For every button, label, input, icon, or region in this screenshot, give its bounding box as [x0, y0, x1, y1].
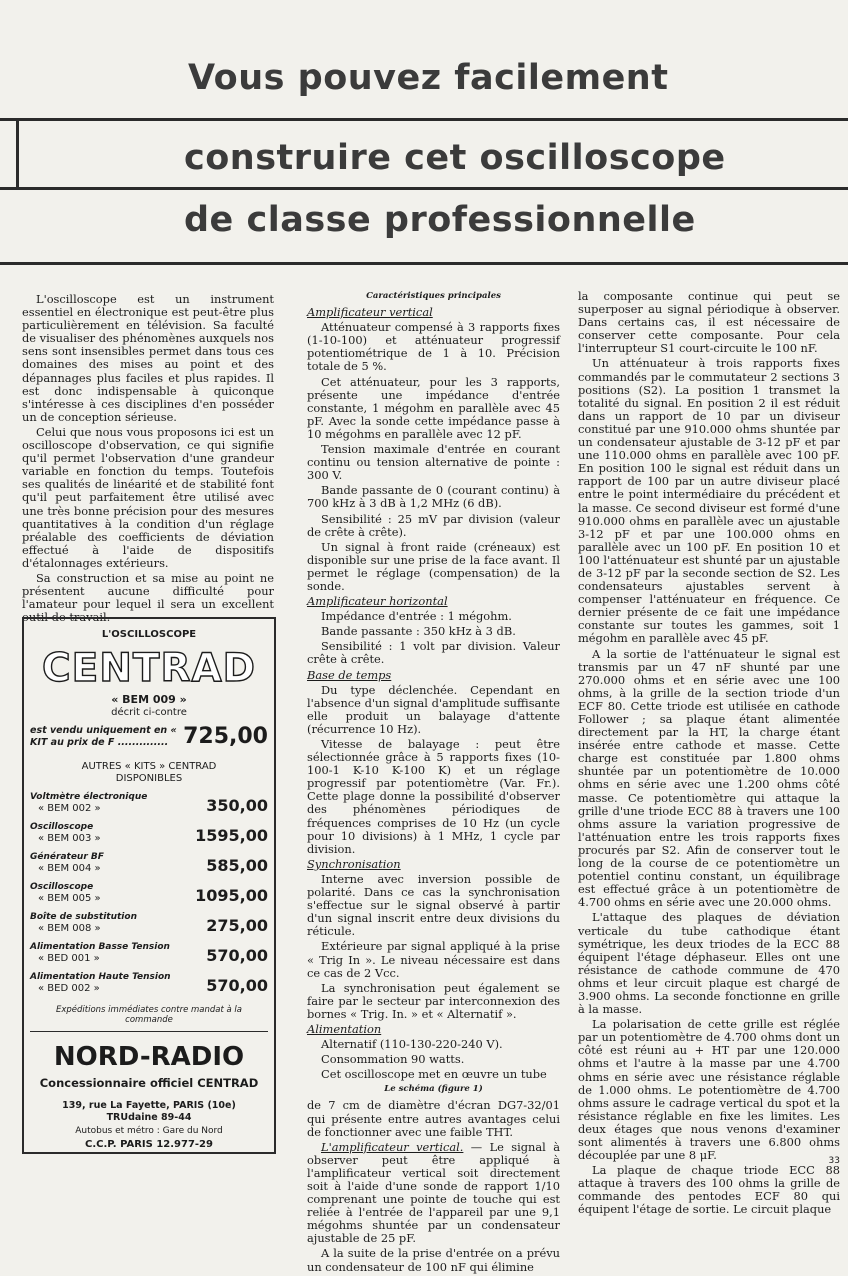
kit-name: Boîte de substitution — [30, 912, 137, 922]
kit-price: 350,00 — [206, 796, 268, 815]
paragraph: Alternatif (110-130-220-240 V). — [321, 1037, 503, 1052]
kit-code: « BEM 008 » — [38, 923, 101, 934]
kit-item — [30, 939, 268, 965]
kit-item — [30, 969, 268, 995]
paragraph: A la sortie de l'atténuateur le signal est transmis par un 47 nF shunté par une 270.000 ohms et en série avec une 100 ohms, à la grille de la section triode d'un ECF 80. Cette triode est utilisée en cathode Follower ; sa plaque étant alimentée directement par la HT, la charge étant insérée entre cathode et masse. Cette charge est constituée par 1.800 ohms shuntée par un potentiomètre de 10.000 ohms en série avec une 1.200 ohms côté masse. Ce potentiomètre qui attaque la grille d'une triode ECC 88 à travers une 100 ohms assure la variation progressive de l'atténuation entre les trois rapports fixes procurés par S2. Afin de conserver tout le long de la course de ce potentiomètre un potentiel continu constant, un équilibrage est effectué grâce à un potentiomètre de 4.700 ohms en série avec une 20.000 ohms. — [578, 646, 840, 910]
paragraph: de 7 cm de diamètre d'écran DG7-32/01 qui présente entre autres avantages celui de fonctionner avec une faible THT. — [307, 1098, 560, 1139]
shop-phone: TRUdaine 89-44 — [106, 1112, 192, 1123]
ad-described: décrit ci-contre — [111, 707, 187, 718]
paragraph: la composante continue qui peut se superposer au signal périodique à observer. Dans certains cas, il est nécessaire de conserver cette composante. Pour cela l'interrupteur S1 court-circuite le 100 nF. — [578, 289, 840, 356]
paragraph: Consommation 90 watts. — [321, 1052, 465, 1067]
paragraph: Interne avec inversion possible de polarité. Dans ce cas la synchronisation s'effectue sur le signal observé à partir d'un signal inscrit entre deux divisions du réticule. — [307, 871, 560, 939]
kit-item — [30, 819, 268, 845]
paragraph: Extérieure par signal appliqué à la prise « Trig In ». Le niveau nécessaire est dans ce cas de 2 Vcc. — [307, 939, 560, 980]
paragraph: Bande passante : 350 kHz à 3 dB. — [321, 624, 516, 639]
kit-name: Oscilloscope — [30, 882, 94, 892]
intro-paragraph: Celui que nous vous proposons ici est un oscilloscope d'observation, ce qui signifie qu'il permet l'observation d'une grandeur variable en fonction du temps. Toutefois ses qualités de linéarité et de stabilité font qu'il peut parfaitement être utilisé avec une très bonne précision pour des mesures quantitatives à la condition d'un réglage préalable des coefficients de déviation effectué à l'aide de dispositifs d'étalonnages extérieurs. — [22, 424, 274, 570]
paragraph: A la suite de la prise d'entrée on a prévu un condensateur de 100 nF qui élimine — [307, 1246, 560, 1274]
subsection-title: Base de temps — [307, 667, 392, 682]
kit-code: « BEM 005 » — [38, 893, 101, 904]
kit-name: Alimentation Basse Tension — [30, 942, 170, 952]
paragraph: Impédance d'entrée : 1 mégohm. — [321, 609, 512, 624]
kit-code: « BED 001 » — [38, 953, 100, 964]
inline-subtitle: L'amplificateur vertical. — [321, 1139, 464, 1154]
kit-name: Générateur BF — [30, 852, 104, 862]
page-number: 33 — [828, 1156, 840, 1166]
paragraph: Sensibilité : 25 mV par division (valeur de crête à crête). — [307, 511, 560, 539]
headline-line-1: Vous pouvez facilement — [188, 58, 669, 98]
shop-street: 139, rue La Fayette, PARIS (10e) — [62, 1100, 236, 1111]
intro-column — [22, 293, 274, 626]
kits-title — [24, 761, 274, 785]
paragraph: La plaque de chaque triode ECC 88 attaque à travers des 100 ohms la grille de commande des pentodes ECF 80 qui équipent l'étage de sortie. Le circuit plaque — [578, 1163, 840, 1217]
margin-mark — [16, 118, 19, 190]
subsection-title: Alimentation — [307, 1021, 382, 1036]
kit-code: « BEM 003 » — [38, 833, 101, 844]
schema-column — [578, 290, 840, 1219]
kit-name: Oscilloscope — [30, 822, 94, 832]
kit-item — [30, 909, 268, 935]
headline-rule-1 — [0, 118, 848, 121]
kit-price: 1095,00 — [195, 886, 268, 905]
characteristics-column — [307, 290, 560, 1276]
kit-price: 1595,00 — [195, 826, 268, 845]
ad-offer — [30, 724, 268, 749]
kit-code: « BEM 004 » — [38, 863, 101, 874]
kits-title-line: AUTRES « KITS » CENTRAD — [81, 761, 217, 772]
kit-code: « BED 002 » — [38, 983, 100, 994]
ad-model: « BEM 009 » — [111, 693, 187, 706]
kit-price: 275,00 — [206, 916, 268, 935]
section-title: Caractéristiques principales — [366, 291, 501, 301]
paragraph: Un atténuateur à trois rapports fixes commandés par le commutateur 2 sections 3 positions (S2). La position 1 transmet la totalité du signal. En position 2 il est réduit dans un rapport de 10 par un diviseur constitué par une 910.000 ohms shuntée par un condensateur ajustable de 3-12 pF et par une 110.000 ohms en parallèle avec 100 pF. En position 100 le signal est réduit dans un rapport de 100 par un autre diviseur placé entre le point intermédiaire du précédent et la masse. Ce second diviseur est formé d'une 910.000 ohms en parallèle avec un ajustable 3-12 pF et par une 100.000 ohms en parallèle avec un 100 pF. En position 10 et 100 l'atténuateur est shunté par un ajustable de 3-12 pF par la seconde section de S2. Les condensateurs ajustables servent à compenser l'atténuateur en fréquence. Ce dernier présente de ce fait une impédance constante sur toutes les gammes, soit 1 mégohm en parallèle avec 45 pF. — [578, 356, 840, 646]
paragraph: Tension maximale d'entrée en courant continu ou tension alternative de pointe : 300 V. — [307, 442, 560, 483]
paragraph — [307, 1141, 560, 1246]
paragraph-text: — Le signal à observer peut être appliqué à l'amplificateur vertical soit directement soit à l'aide d'une sonde de rapport 1/10 comprenant une pointe de touche qui est reliée à l'entrée de l'appareil par une 9,1 mégohms shuntée par un condensateur ajustable de 25 pF. — [307, 1139, 560, 1246]
paragraph: Du type déclenchée. Cependant en l'absence d'un signal d'amplitude suffisante elle produit un balayage d'attente (récurrence 10 Hz). — [307, 682, 560, 736]
paragraph: Vitesse de balayage : peut être sélectionnée grâce à 5 rapports fixes (10-100-1 K-10 K-100 K) et un réglage progressif par potentiomètre (Var. Fr.). Cette plage donne la possibilité d'observer des phénomènes périodiques de fréquences comprises de 10 Hz (un cycle pour 10 divisions) à 1 MHz, 1 cycle par division. — [307, 737, 560, 856]
section-title: Le schéma (figure 1) — [384, 1084, 483, 1095]
headline-rule-3 — [0, 262, 848, 265]
ad-header: L'OSCILLOSCOPE — [101, 629, 197, 640]
intro-paragraph: Sa construction et sa mise au point ne présentent aucune difficulté pour l'amateur pour lequel il sera un excellent outil de travail. — [22, 570, 274, 625]
kit-name: Voltmètre électronique — [30, 792, 148, 802]
kit-code: « BEM 002 » — [38, 803, 101, 814]
kits-title-line: DISPONIBLES — [115, 773, 183, 784]
paragraph: Cet oscilloscope met en œuvre un tube — [321, 1067, 547, 1082]
offer-price: 725,00 — [183, 724, 268, 749]
headline-rule-2 — [0, 187, 848, 190]
paragraph: Un signal à front raide (créneaux) est disponible sur une prise de la face avant. Il permet le réglage (compensation) de la sonde. — [307, 539, 560, 593]
shop-concession: Concessionnaire officiel CENTRAD — [39, 1076, 259, 1090]
paragraph: Bande passante de 0 (courant continu) à 700 kHz à 3 dB à 1,2 MHz (6 dB). — [307, 483, 560, 511]
paragraph: Cet atténuateur, pour les 3 rapports, présente une impédance d'entrée constante, 1 mégohm en parallèle avec 45 pF. Avec la sonde cette impédance passe à 10 mégohms en parallèle avec 12 pF. — [307, 374, 560, 441]
ad-divider — [30, 1031, 268, 1032]
shop-ccp: C.C.P. PARIS 12.977-29 — [85, 1139, 213, 1150]
headline-line-3: de classe professionnelle — [184, 200, 696, 240]
paragraph: La synchronisation peut également se faire par le secteur par interconnexion des bornes « Trig. In. » et « Alternatif ». — [307, 980, 560, 1021]
kit-item — [30, 789, 268, 815]
kit-price: 570,00 — [206, 976, 268, 995]
paragraph: Atténuateur compensé à 3 rapports fixes (1-10-100) et atténuateur progressif potentiométrique de 1 à 10. Précision totale de 5 %. — [307, 320, 560, 374]
kit-item — [30, 879, 268, 905]
shop-metro: Autobus et métro : Gare du Nord — [75, 1126, 223, 1136]
paragraph: Sensibilité : 1 volt par division. Valeur crête à crête. — [307, 639, 560, 667]
shop-name: NORD-RADIO — [53, 1042, 245, 1072]
offer-text: est vendu uniquement en « KIT au prix de F .............. — [30, 725, 177, 748]
kit-price: 570,00 — [206, 946, 268, 965]
kit-item — [30, 849, 268, 875]
subsection-title: Synchronisation — [307, 856, 401, 871]
subsection-title: Amplificateur vertical — [307, 305, 433, 320]
shop-address — [24, 1100, 274, 1124]
centrad-logo: CENTRAD — [41, 646, 257, 691]
paragraph: L'attaque des plaques de déviation verticale du tube cathodique étant symétrique, les deux triodes de la ECC 88 équipent l'étage déphaseur. Elles ont une résistance de cathode commune de 470 ohms et leur circuit plaque est chargé de 3.900 ohms. La seconde fonctionne en grille à la masse. — [578, 910, 840, 1017]
ad-expedition: Expéditions immédiates contre mandat à la commande — [55, 1005, 243, 1025]
centrad-advertisement — [22, 617, 276, 1154]
headline-line-2: construire cet oscilloscope — [184, 138, 726, 178]
kit-price: 585,00 — [206, 856, 268, 875]
kit-list — [24, 789, 274, 995]
paragraph: La polarisation de cette grille est réglée par un potentiomètre de 4.700 ohms dont un côté est réuni au + HT par une 120.000 ohms et l'autre à la masse par une 4.700 ohms en série avec une résistance réglable de 1.000 ohms. Le potentiomètre de 4.700 ohms assure le cadrage vertical du spot et la résistance réglable en fixe les limites. Les deux étages que nous venons d'examiner sont alimentés à travers une 6.800 ohms découplée par une 8 μF. — [578, 1017, 840, 1163]
intro-paragraph: L'oscilloscope est un instrument essentiel en électronique est peut-être plus particulièrement en télévision. Sa faculté de visualiser des phénomènes auxquels nos sens sont insensibles permet dans tous ces domaines des mises au point et des dépannages plus faciles et plus rapides. Il est donc indispensable à quiconque s'intéresse à ces disciplines d'en posséder un de conception sérieuse. — [22, 292, 274, 424]
kit-name: Alimentation Haute Tension — [30, 972, 171, 982]
subsection-title: Amplificateur horizontal — [307, 594, 448, 609]
